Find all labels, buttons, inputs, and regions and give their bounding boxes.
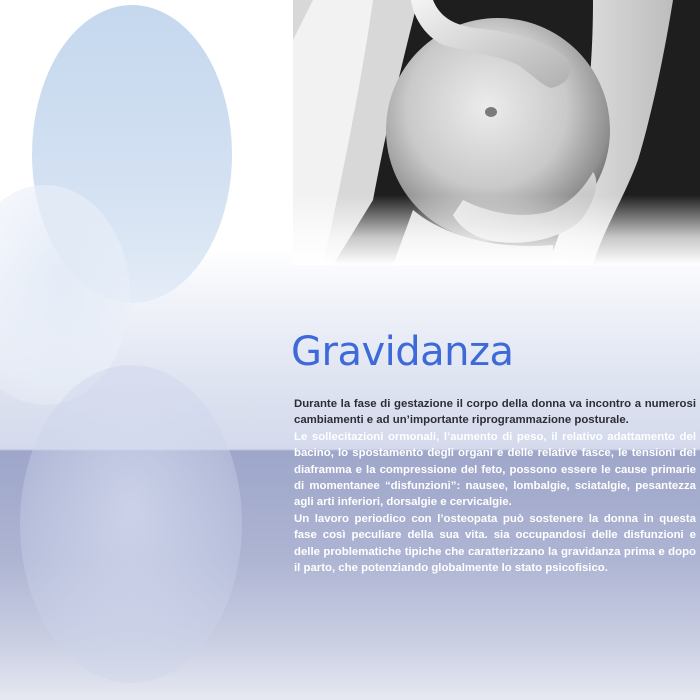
pregnancy-photo <box>293 0 700 265</box>
page-title: Gravidanza <box>291 329 514 375</box>
article-body <box>294 396 696 576</box>
symptoms-paragraph: Le sollecitazioni ormonali, l’aumento di peso, il relativo adattamento del bacino, lo spostamento degli organi e delle relative fasce, le tensioni del diaframma e la compressione del feto, possono essere le cause primarie di momentanee “disfunzioni”: nausee, lombalgie, sciatalgie, pesantezza agli arti inferiori, dorsalgie e cervicalgie. <box>294 430 696 509</box>
intro-paragraph: Durante la fase di gestazione il corpo della donna va incontro a numerosi cambiamenti e ad un’importante riprogrammazione posturale. <box>294 398 696 427</box>
photo-fade-overlay <box>293 195 700 265</box>
osteopathy-paragraph: Un lavoro periodico con l’osteopata può sostenere la donna in questa fase così peculiare della sua vita. sia occupandosi delle disfunzioni e delle problematiche tipiche che caratterizzano la gravidanza prima e dopo il parto, che potenziando globalmente lo stato psicofisico. <box>294 512 696 575</box>
decorative-ellipse-bottom <box>20 365 242 683</box>
